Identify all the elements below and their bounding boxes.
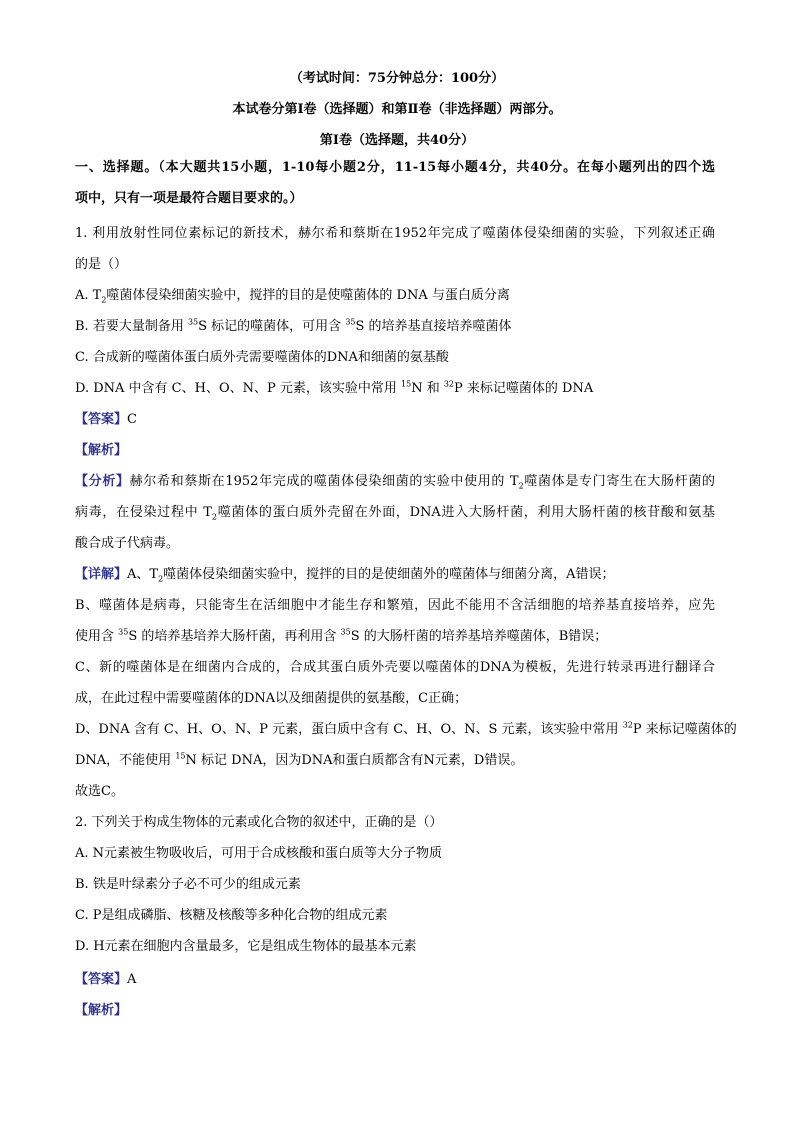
detail-text: DNA，不能使用 (75, 753, 176, 768)
detail-text: P 来标记噬菌体的 (632, 722, 737, 737)
detail-text: A、T (127, 567, 159, 582)
detail-text: S 的大肠杆菌的培养基培养噬菌体，B错误； (350, 629, 608, 644)
fenxi-text: 赫尔希和蔡斯在1952年完成的噬菌体侵染细菌的实验中使用的 T (129, 474, 519, 489)
exam-structure-note: 本试卷分第Ⅰ卷（选择题）和第Ⅱ卷（非选择题）两部分。 (232, 102, 562, 117)
option-text: S 标记的噬菌体，可用含 (198, 319, 346, 334)
question-2-option-d: D. H元素在细胞内含量最多，它是组成生物体的最基本元素 (75, 939, 417, 954)
exam-time-note: （考试时间：75分钟总分：100分） (289, 71, 505, 86)
detail-text: S 的培养基培养大肠杆菌，再利用含 (128, 629, 341, 644)
section-heading-line-1: 一、选择题。（本大题共15小题，1-10每小题2分，11-15每小题4分，共40分。在每小题列出的四个选 (75, 160, 715, 175)
question-1-detail-line-3 (75, 629, 715, 645)
option-text: D. DNA 中含有 C、H、O、N、P 元素，该实验中常用 (75, 381, 402, 396)
option-text: A. T (75, 288, 102, 303)
question-2-analysis-tag (75, 1003, 715, 1019)
detail-text: D、DNA 含有 C、H、O、N、P 元素，蛋白质中含有 C、H、O、N、S 元素，该实验中常用 (75, 722, 623, 737)
fenxi-tag: 【分析】 (75, 474, 130, 489)
question-1-option-b (75, 319, 715, 335)
detail-tag: 【详解】 (75, 567, 128, 582)
subscript: 2 (518, 481, 524, 491)
question-2-stem: 2. 下列关于构成生物体的元素或化合物的叙述中，正确的是（） (75, 815, 443, 830)
question-1-option-a (75, 288, 715, 304)
question-2-option-b: B. 铁是叶绿素分子必不可少的组成元素 (75, 877, 301, 892)
answer-tag: 【答案】 (75, 412, 128, 427)
question-1-fenxi-line-3: 酸合成子代病毒。 (75, 536, 180, 551)
answer-value: A (127, 972, 137, 987)
option-text: B. 若要大量制备用 (75, 319, 188, 334)
question-1-fenxi-line-2 (75, 505, 715, 521)
option-text: P 来标记噬菌体的 DNA (454, 381, 594, 396)
question-2-option-c: C. P是组成磷脂、核糖及核酸等多种化合物的组成元素 (75, 908, 388, 923)
superscript: 35 (187, 317, 199, 327)
fenxi-text: 病毒，在侵染过程中 T (75, 505, 212, 520)
detail-text: 噬菌体侵染细菌实验中，搅拌的目的是使细菌外的噬菌体与细菌分离，A错误； (163, 567, 615, 582)
superscript: 15 (401, 379, 412, 389)
superscript: 32 (622, 720, 633, 730)
question-2-answer (75, 972, 715, 988)
question-1-fenxi-line-1 (75, 474, 715, 490)
question-1-detail-line-1 (75, 567, 715, 583)
question-1-detail-line-4: C、新的噬菌体是在细菌内合成的，合成其蛋白质外壳要以噬菌体的DNA为模板，先进行转录再进行翻译合 (75, 660, 715, 675)
detail-text: 使用含 (75, 629, 119, 644)
subscript: 2 (101, 295, 107, 305)
subscript: 2 (211, 512, 217, 522)
superscript: 15 (175, 751, 186, 761)
question-2-option-a: A. N元素被生物吸收后，可用于合成核酸和蛋白质等大分子物质 (75, 846, 443, 861)
answer-tag: 【答案】 (75, 972, 128, 987)
question-1-stem-line-1: 1. 利用放射性同位素标记的新技术，赫尔希和蔡斯在1952年完成了噬菌体侵染细菌的实验，下列叙述正确 (75, 226, 715, 241)
answer-value: C (127, 412, 137, 427)
option-text: S 的培养基直接培养噬菌体 (355, 319, 512, 334)
part-title: 第Ⅰ卷（选择题，共40分） (319, 133, 475, 148)
superscript: 35 (345, 317, 356, 327)
question-1-option-c: C. 合成新的噬菌体蛋白质外壳需要噬菌体的DNA和细菌的氨基酸 (75, 350, 449, 365)
analysis-tag: 【解析】 (75, 1003, 128, 1018)
question-1-option-d (75, 381, 715, 397)
section-heading-line-2: 项中，只有一项是最符合题目要求的。） (75, 191, 303, 206)
question-1-stem-line-2: 的是（） (75, 257, 128, 272)
subscript: 2 (158, 574, 164, 584)
question-1-detail-line-6 (75, 720, 737, 738)
question-1-detail-line-2: B、噬菌体是病毒，只能寄生在活细胞中才能生存和繁殖，因此不能用不含活细胞的培养基直接培养，应先 (75, 598, 715, 613)
question-1-conclusion: 故选C。 (75, 784, 124, 799)
analysis-tag: 【解析】 (75, 443, 128, 458)
detail-text: N 标记 DNA，因为DNA和蛋白质都含有N元素，D错误。 (185, 753, 524, 768)
question-1-detail-line-7 (75, 753, 715, 769)
fenxi-text: 噬菌体的蛋白质外壳留在外面，DNA进入大肠杆菌，利用大肠杆菌的核苷酸和氨基 (217, 505, 716, 520)
question-1-detail-line-5: 成，在此过程中需要噬菌体的DNA以及细菌提供的氨基酸，C正确； (75, 691, 468, 706)
superscript: 35 (340, 627, 351, 637)
superscript: 35 (118, 627, 129, 637)
option-text: N 和 (411, 381, 444, 396)
fenxi-text: 噬菌体是专门寄生在大肠杆菌的 (523, 474, 715, 489)
option-text: 噬菌体侵染细菌实验中，搅拌的目的是使噬菌体的 DNA 与蛋白质分离 (106, 288, 510, 303)
superscript: 32 (443, 379, 455, 389)
question-1-analysis-tag (75, 443, 715, 459)
question-1-answer (75, 412, 715, 428)
